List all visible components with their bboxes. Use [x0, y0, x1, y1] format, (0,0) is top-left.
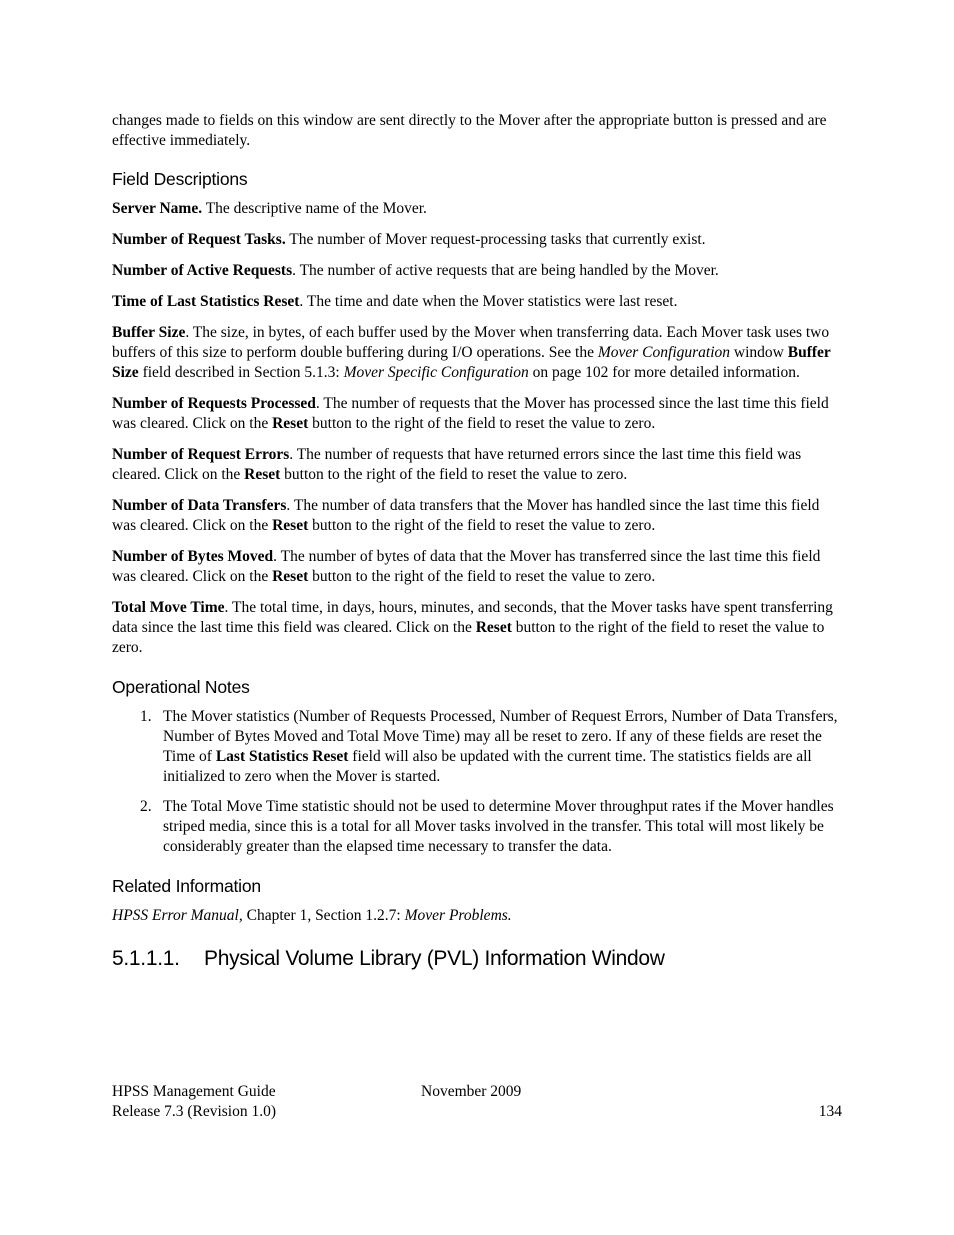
description-text: . The number of data transfers that the Mover has handled since the last time this field was cleared. Click on the: [112, 497, 820, 534]
request-tasks-description: [112, 230, 842, 250]
list-item: [112, 797, 842, 857]
page-footer: [112, 1082, 842, 1122]
description-text: on page 102 for more detailed information.: [528, 364, 800, 381]
term: Server Name.: [112, 200, 203, 217]
window-reference: Mover Configuration: [597, 344, 731, 361]
description-text: button to the right of the field to reset the value to zero.: [280, 466, 628, 483]
term: Number of Request Tasks.: [112, 231, 286, 248]
description-text: . The total time, in days, hours, minutes, and seconds, that the Mover tasks have spent transferring data since the last time this field was cleared. Click on the: [112, 599, 833, 636]
buffer-size-description: [112, 323, 842, 383]
reset-reference: Reset: [272, 517, 309, 534]
description-text: . The number of active requests that are being handled by the Mover.: [292, 262, 719, 279]
description-text: . The time and date when the Mover statistics were last reset.: [299, 293, 678, 310]
data-transfers-description: [112, 496, 842, 536]
section-reference: Mover Problems.: [404, 907, 512, 924]
last-reset-description: [112, 292, 842, 312]
term: Number of Request Errors: [112, 446, 290, 463]
term: Number of Data Transfers: [112, 497, 287, 514]
active-requests-description: [112, 261, 842, 281]
reference-text: Chapter 1, Section 1.2.7:: [242, 907, 405, 924]
reset-reference: Reset: [272, 568, 309, 585]
server-name-description: [112, 199, 842, 219]
term: Number of Bytes Moved: [112, 548, 274, 565]
section-heading: [112, 946, 842, 972]
description-text: . The number of requests that have returned errors since the last time this field was cleared. Click on the: [112, 446, 802, 483]
note-text: The Mover statistics (Number of Requests Processed, Number of Request Errors, Number of Data Transfers, Number of Bytes Moved and Total Move Time) may all be reset to zero. If any of these fields are reset the Time of: [163, 708, 838, 765]
description-text: button to the right of the field to reset the value to zero.: [308, 415, 656, 432]
footer-date: November 2009: [421, 1083, 522, 1100]
description-text: . The number of bytes of data that the Mover has transferred since the last time this field was cleared. Click on the: [112, 548, 821, 585]
term: Total Move Time: [112, 599, 225, 616]
request-errors-description: [112, 445, 842, 485]
term: Buffer Size: [112, 324, 186, 341]
description-text: button to the right of the field to reset the value to zero.: [308, 568, 656, 585]
footer-release: Release 7.3 (Revision 1.0): [112, 1103, 277, 1120]
description-text: The descriptive name of the Mover.: [202, 200, 427, 217]
term: Number of Requests Processed: [112, 395, 316, 412]
term: Time of Last Statistics Reset: [112, 293, 300, 310]
note-text: The Total Move Time statistic should not be used to determine Mover throughput rates if the Mover handles striped media, since this is a total for all Mover tasks involved in the transfer. This total will most likely be considerably greater than the elapsed time necessary to transfer the data.: [163, 798, 834, 855]
list-number: 1.: [140, 708, 152, 725]
footer-guide-title: HPSS Management Guide: [112, 1083, 276, 1100]
reset-reference: Reset: [272, 415, 309, 432]
section-title: Physical Volume Library (PVL) Information Window: [204, 947, 665, 970]
description-text: field described in Section 5.1.3:: [138, 364, 344, 381]
reset-reference: Reset: [475, 619, 512, 636]
intro-paragraph: changes made to fields on this window are sent directly to the Mover after the appropriate button is pressed and are effective immediately.: [112, 112, 827, 149]
page-number: 134: [818, 1103, 842, 1120]
description-text: button to the right of the field to reset the value to zero.: [308, 517, 656, 534]
total-move-time-description: [112, 598, 842, 658]
operational-notes-list: [112, 707, 842, 857]
list-item: [112, 707, 842, 787]
list-number: 2.: [140, 798, 152, 815]
manual-reference: HPSS Error Manual,: [112, 907, 243, 924]
operational-notes-heading: Operational Notes: [112, 677, 250, 697]
description-text: . The size, in bytes, of each buffer used by the Mover when transferring data. Each Mover task uses two buffers of this size to perform double buffering during I/O operations. See the: [112, 324, 830, 361]
field-reference: Buffer Size: [112, 344, 831, 381]
section-number: 5.1.1.1.: [112, 947, 180, 970]
field-descriptions-heading: Field Descriptions: [112, 169, 248, 189]
description-text: button to the right of the field to reset the value to zero.: [112, 619, 825, 656]
related-information-heading: Related Information: [112, 876, 261, 896]
reset-reference: Reset: [244, 466, 281, 483]
section-reference: Mover Specific Configuration: [343, 364, 529, 381]
bytes-moved-description: [112, 547, 842, 587]
field-reference: Last Statistics Reset: [215, 748, 349, 765]
related-information-text: [112, 906, 842, 926]
term: Number of Active Requests: [112, 262, 293, 279]
document-body: [112, 111, 842, 972]
requests-processed-description: [112, 394, 842, 434]
description-text: window: [730, 344, 788, 361]
description-text: The number of Mover request-processing tasks that currently exist.: [285, 231, 706, 248]
description-text: . The number of requests that the Mover has processed since the last time this field was cleared. Click on the: [112, 395, 829, 432]
note-text: field will also be updated with the current time. The statistics fields are all initialized to zero when the Mover is started.: [163, 748, 812, 785]
